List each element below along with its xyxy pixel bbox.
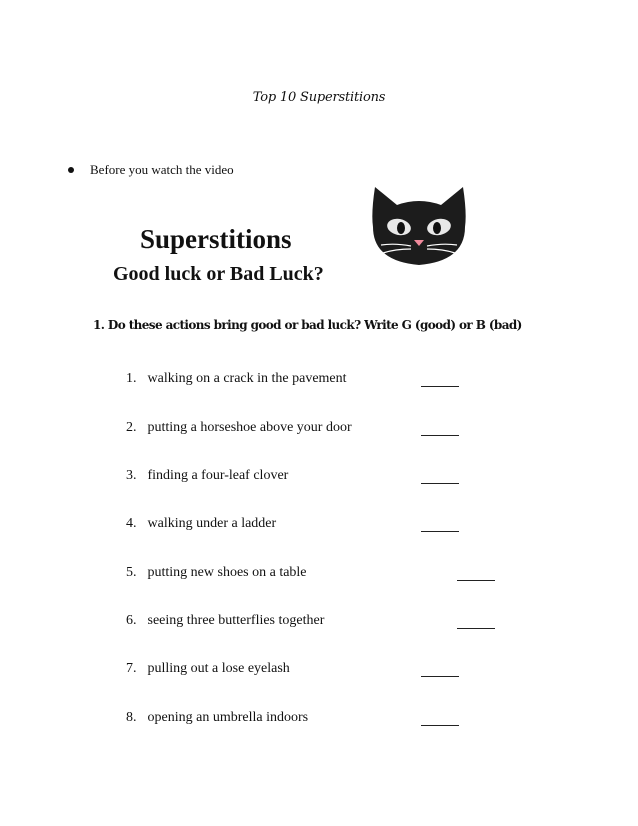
item-number: 3. (126, 468, 137, 483)
answer-blank[interactable] (421, 372, 459, 387)
bullet-text: Before you watch the video (90, 162, 234, 177)
item-text: putting new shoes on a table (147, 565, 307, 580)
item-number: 5. (126, 565, 137, 580)
list-item (126, 661, 290, 677)
list-item (126, 371, 347, 387)
list-item (126, 516, 276, 532)
item-number: 8. (126, 710, 137, 725)
answer-blank[interactable] (421, 711, 459, 726)
answer-blank[interactable] (421, 421, 459, 436)
item-number: 7. (126, 661, 137, 676)
worksheet-title: Superstitions (140, 224, 292, 254)
bullet-dot-icon (68, 167, 74, 173)
answer-blank[interactable] (421, 469, 459, 484)
list-item (126, 613, 324, 629)
answer-blank[interactable] (421, 662, 459, 677)
item-text: putting a horseshoe above your door (147, 420, 352, 435)
answer-blank[interactable] (457, 614, 495, 629)
answer-blank[interactable] (457, 566, 495, 581)
black-cat-face-icon (367, 183, 471, 267)
item-number: 6. (126, 613, 137, 628)
item-number: 1. (126, 371, 137, 386)
item-number: 2. (126, 420, 137, 435)
bullet-item (90, 162, 234, 178)
item-text: walking on a crack in the pavement (147, 371, 347, 386)
item-text: opening an umbrella indoors (147, 710, 309, 725)
item-number: 4. (126, 516, 137, 531)
list-item (126, 420, 352, 436)
question-instruction: 1. Do these actions bring good or bad luck? Write G (good) or B (bad) (93, 318, 522, 332)
list-item (126, 565, 307, 581)
list-item (126, 710, 308, 726)
answer-blank[interactable] (421, 517, 459, 532)
item-text: seeing three butterflies together (147, 613, 325, 628)
page-title: Top 10 Superstitions (252, 90, 386, 105)
worksheet-subtitle: Good luck or Bad Luck? (113, 263, 324, 285)
item-text: finding a four-leaf clover (147, 468, 289, 483)
item-text: walking under a ladder (147, 516, 277, 531)
list-item (126, 468, 288, 484)
item-text: pulling out a lose eyelash (147, 661, 290, 676)
